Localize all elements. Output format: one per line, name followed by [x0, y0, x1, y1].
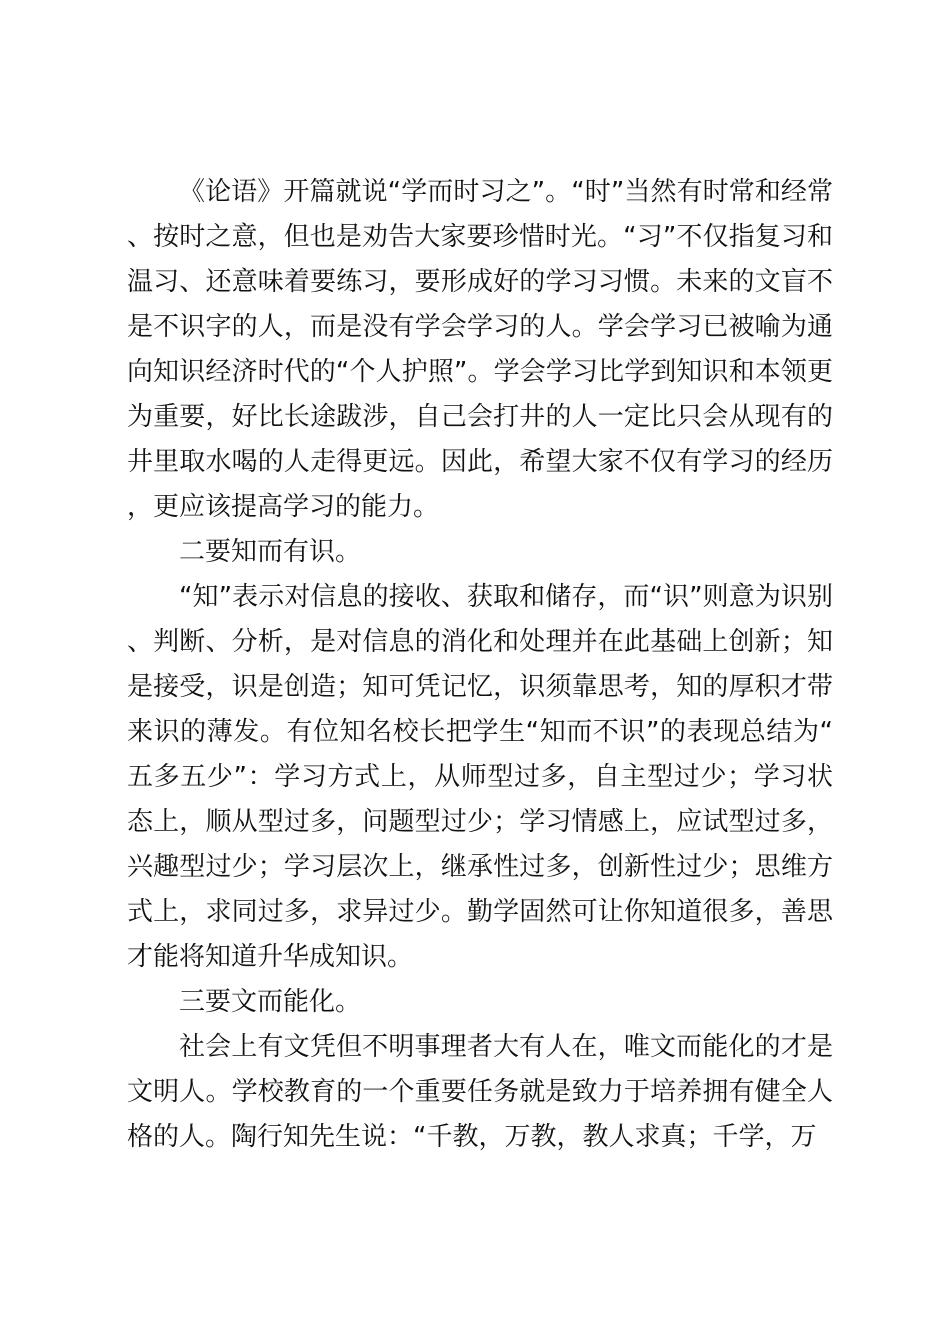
paragraph-culture-character: 社会上有文凭但不明事理者大有人在，唯文而能化的才是文明人。学校教育的一个重要任务就是致力于培养拥有健全人格的人。陶行知先生说：“千教，万教，教人求真；千学，万 [127, 1032, 833, 1152]
paragraph-knowledge-insight: “知”表示对信息的接收、获取和储存，而“识”则意为识别、判断、分析，是对信息的消化和处理并在此基础上创新；知是接受，识是创造；知可凭记忆，识须靠思考，知的厚积才带来识的薄发。有位知名校长把学生“知而不识”的表现总结为“五多五少”：学习方式上，从师型过多，自主型过少；学习状态上，顺从型过多，问题型过少；学习情感上，应试型过多，兴趣型过少；学习层次上，继承性过多，创新性过少；思维方式上，求同过多，求异过少。勤学固然可让你知道很多，善思才能将知道升华成知识。 [127, 582, 833, 972]
document-page [127, 170, 833, 1160]
paragraph-learning-habits: 《论语》开篇就说“学而时习之”。“时”当然有时常和经常、按时之意，但也是劝告大家要珍惜时光。“习”不仅指复习和温习、还意味着要练习，要形成好的学习习惯。未来的文盲不是不识字的人，而是没有学会学习的人。学会学习已被喻为通向知识经济时代的“个人护照”。学会学习比学到知识和本领更为重要，好比长途跋涉，自己会打井的人一定比只会从现有的井里取水喝的人走得更远。因此，希望大家不仅有学习的经历，更应该提高学习的能力。 [127, 177, 833, 522]
section-heading-knowledge: 二要知而有识。 [179, 537, 362, 567]
section-heading-culture: 三要文而能化。 [179, 987, 362, 1017]
